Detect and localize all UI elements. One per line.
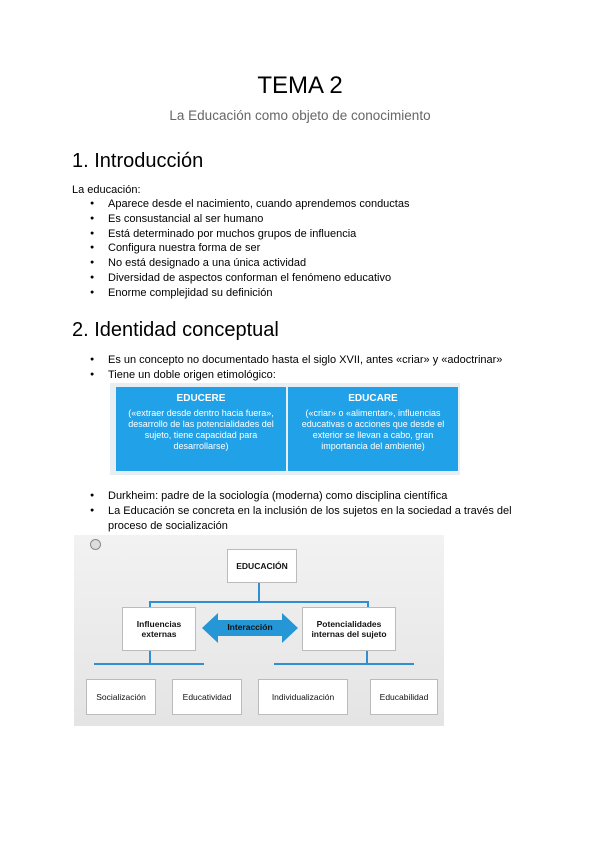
list-item: ● Configura nuestra forma de ser — [90, 241, 409, 256]
list-item: ● Enorme complejidad su definición — [90, 286, 409, 301]
document-subtitle: La Educación como objeto de conocimiento — [169, 108, 431, 123]
connector-line — [274, 663, 414, 665]
circle-icon — [90, 539, 101, 550]
diagram-leaf-educatividad: Educatividad — [172, 679, 242, 715]
educare-box — [288, 387, 458, 471]
educere-box — [116, 387, 286, 471]
diagram-leaf-individualizacion: Individualización — [258, 679, 348, 715]
connector-line — [149, 601, 369, 603]
document-title: TEMA 2 — [257, 72, 343, 99]
diagram-node-internal-potentialities: Potencialidades internas del sujeto — [302, 607, 396, 651]
connector-line — [258, 581, 260, 603]
etymology-figure — [110, 383, 460, 475]
interaction-label: Interacción — [227, 622, 273, 632]
section-1-heading: 1. Introducción — [72, 150, 204, 172]
educare-body: («criar» o «alimentar», influencias educativas o acciones que desde el exterior se llevan a cabo, gran importancia del ambiente) — [301, 408, 445, 451]
diagram-leaf-socializacion: Socialización — [86, 679, 156, 715]
diagram-node-education: EDUCACIÓN — [227, 549, 297, 583]
list-item: ● Durkheim: padre de la sociología (moderna) como disciplina científica — [90, 489, 548, 504]
connector-line — [94, 663, 204, 665]
list-item: ● Es un concepto no documentado hasta el siglo XVII, antes «criar» y «adoctrinar» — [90, 353, 502, 368]
section-2-heading: 2. Identidad conceptual — [72, 319, 279, 341]
educare-title: EDUCARE — [348, 393, 398, 404]
list-item: ● Está determinado por muchos grupos de influencia — [90, 227, 409, 242]
diagram-leaf-educabilidad: Educabilidad — [370, 679, 438, 715]
section-1-intro: La educación: — [72, 184, 141, 196]
list-item: ● Tiene un doble origen etimológico: — [90, 368, 502, 383]
list-item: ● La Educación se concreta en la inclusión de los sujetos en la sociedad a través del proceso de socialización — [90, 504, 548, 534]
educere-title: EDUCERE — [176, 393, 226, 404]
diagram-node-external-influences: Influencias externas — [122, 607, 196, 651]
section-1-list — [90, 197, 409, 301]
list-item: ● No está designado a una única actividad — [90, 256, 409, 271]
section-2-list-a — [90, 353, 502, 383]
educere-body: («extraer desde dentro hacia fuera», desarrollo de las potencialidades del sujeto, tiene capacidad para desarrollarse) — [128, 408, 274, 451]
education-diagram — [74, 535, 444, 726]
section-2-list-b — [90, 489, 548, 533]
list-item: ● Es consustancial al ser humano — [90, 212, 409, 227]
list-item: ● Diversidad de aspectos conforman el fenómeno educativo — [90, 271, 409, 286]
list-item: ● Aparece desde el nacimiento, cuando aprendemos conductas — [90, 197, 409, 212]
